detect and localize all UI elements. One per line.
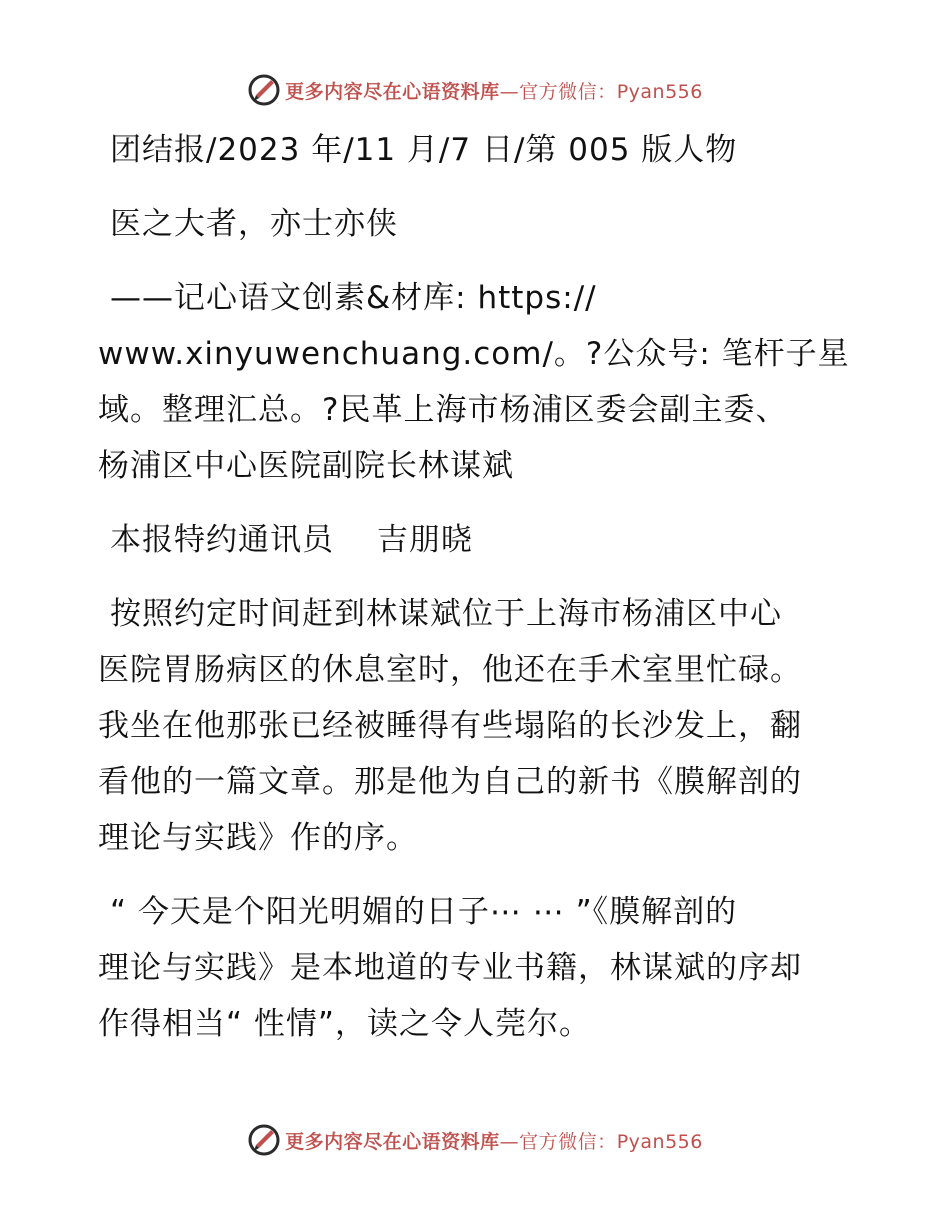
paragraph-line: 看他的一篇文章。那是他为自己的新书《膜解剖的 (98, 764, 802, 800)
subtitle-line: 杨浦区中心医院副院长林谋斌 (98, 448, 514, 484)
paragraph-line: 我坐在他那张已经被睡得有些塌陷的长沙发上，翻 (98, 708, 802, 744)
watermark-logo-icon (247, 1123, 281, 1157)
paragraph-1 (98, 586, 858, 866)
watermark-logo-icon (247, 73, 281, 107)
paragraph-line: 作得相当“ 性情”，读之令人莞尔。 (98, 1006, 591, 1042)
paragraph-line: 理论与实践》作的序。 (98, 820, 418, 856)
paragraph-line: 理论与实践》是本地道的专业书籍，林谋斌的序却 (98, 950, 802, 986)
dateline: 团结报/2023 年/11 月/7 日/第 005 版人物 (110, 132, 738, 168)
watermark-text: 更多内容尽在心语资料库—官方微信：Pyan556 (285, 80, 703, 103)
watermark-text: 更多内容尽在心语资料库—官方微信：Pyan556 (285, 1130, 703, 1153)
article-body (98, 122, 858, 1052)
paragraph-line: “ 今天是个阳光明媚的日子⋯ ⋯ ”《膜解剖的 (110, 894, 738, 930)
watermark-banner-top (0, 68, 950, 112)
article-title: 医之大者，亦士亦侠 (110, 206, 398, 242)
subtitle-line: www.xinyuwenchuang.com/。?公众号: 笔杆子星 (98, 336, 850, 372)
byline: 本报特约通讯员 吉朋晓 (110, 522, 473, 558)
paragraph-2 (98, 884, 858, 1052)
paragraph-line: 按照约定时间赶到林谋斌位于上海市杨浦区中心 (110, 596, 782, 632)
paragraph-line: 医院胃肠病区的休息室时，他还在手术室里忙碌。 (98, 652, 802, 688)
subtitle (98, 270, 858, 494)
subtitle-line: 域。整理汇总。?民革上海市杨浦区委会副主委、 (98, 392, 788, 428)
watermark-banner-bottom (0, 1118, 950, 1162)
subtitle-line: ——记心语文创素&材库: https:// (110, 280, 597, 316)
